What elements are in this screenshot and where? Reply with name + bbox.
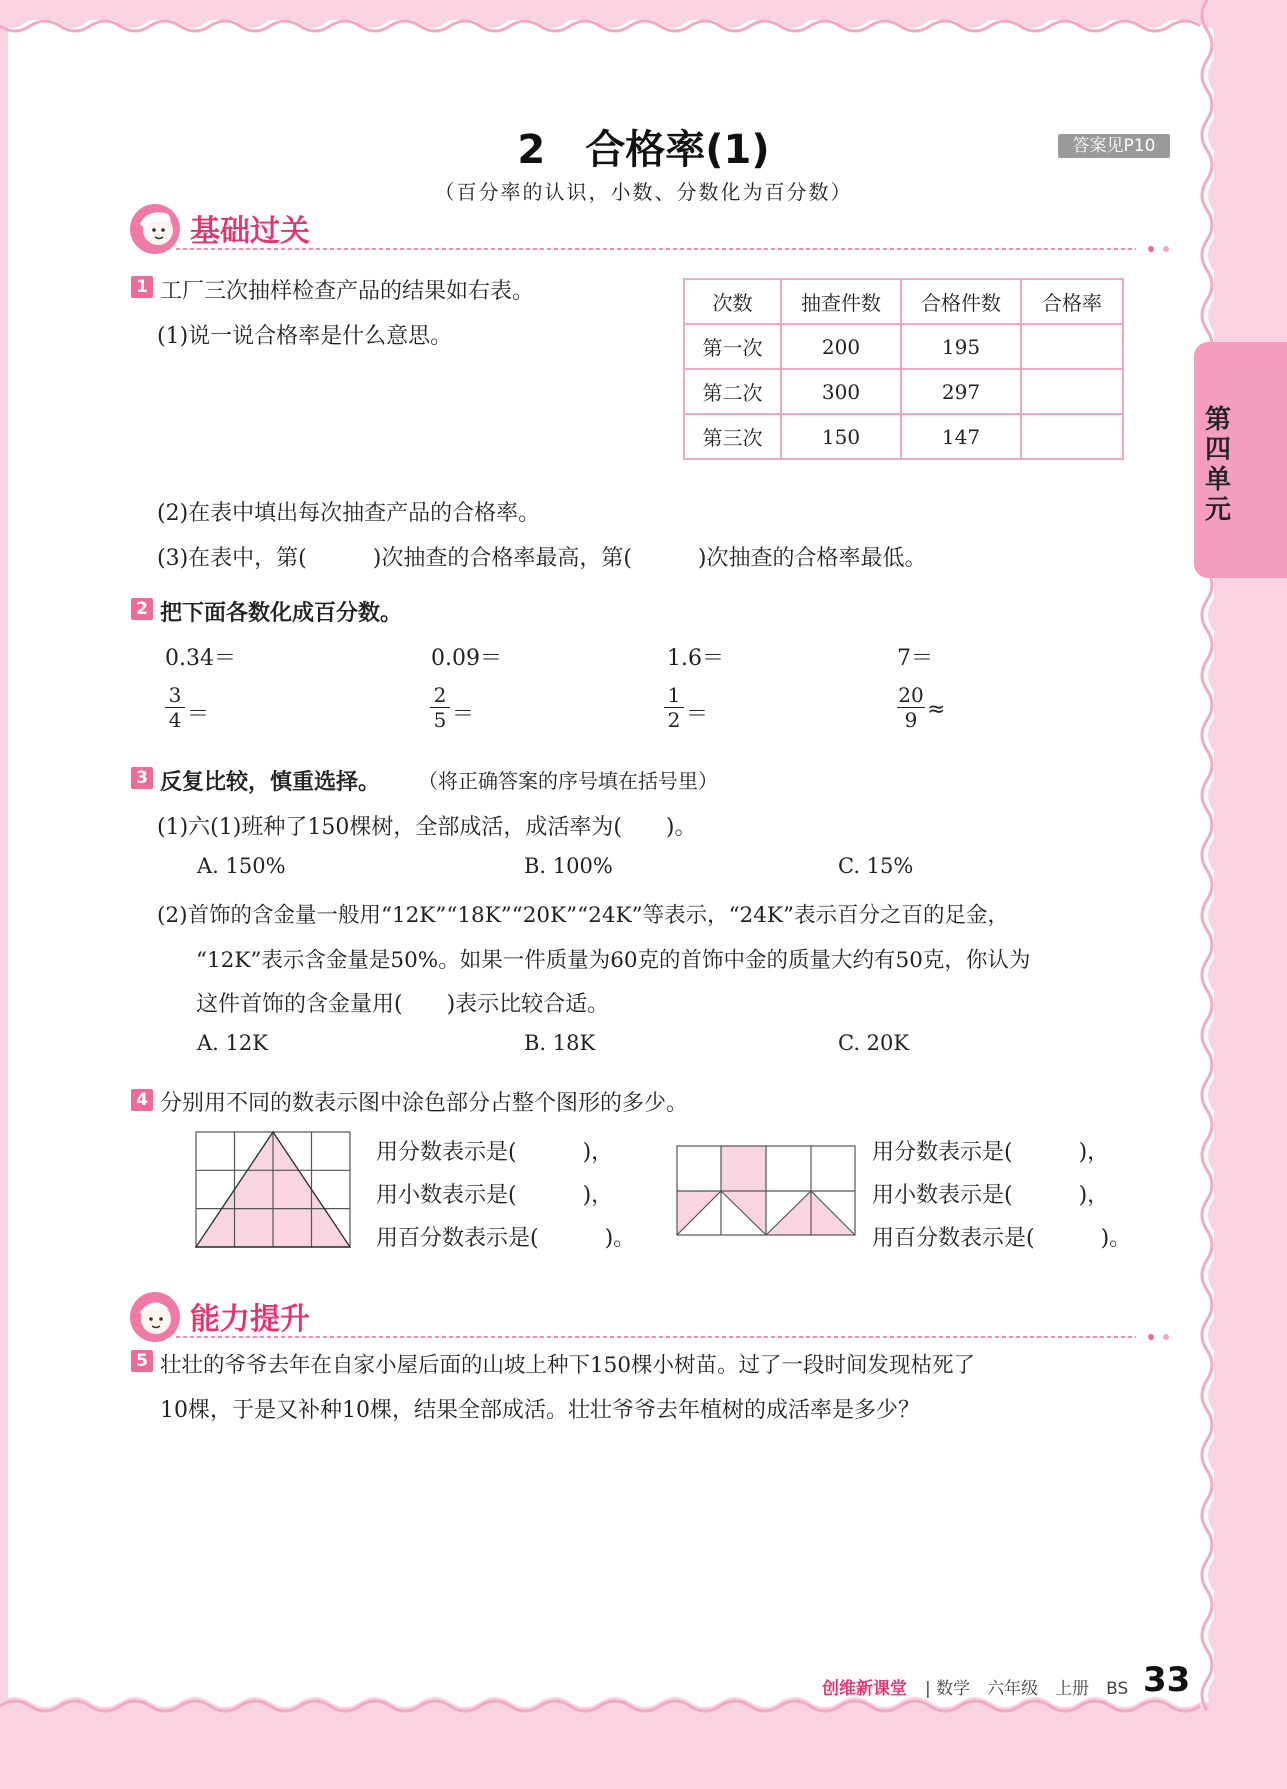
question-3-number: 3 [131, 767, 153, 789]
question-1-number: 1 [131, 276, 153, 298]
table-header-cell: 合格件数 [901, 279, 1021, 324]
pass-rate-blank-cell[interactable] [1021, 324, 1123, 369]
decimal-item: 0.09＝ [431, 646, 502, 671]
decimal-item: 0.34＝ [165, 646, 236, 671]
section-advanced-underline [176, 1334, 1176, 1340]
section-basic-header [128, 202, 1178, 258]
inspection-table [683, 278, 1124, 460]
page-title: 2 合格率(1) [517, 127, 770, 173]
decimal-item: 1.6＝ [667, 646, 724, 671]
right-wavy-border [1195, 0, 1235, 1789]
q4-left-decimal-line: 用小数表示是( )， [376, 1183, 614, 1208]
fraction-numerator: 2 [433, 683, 447, 707]
fraction-2-5 [429, 683, 451, 732]
footer-brand: 创维新课堂 [822, 1679, 907, 1699]
table-header-cell: 次数 [684, 279, 781, 324]
table-row [684, 414, 1123, 459]
top-wavy-border [0, 0, 1287, 40]
table-cell: 第三次 [684, 414, 781, 459]
unit-side-tab-label: 第四单元 [1204, 405, 1231, 525]
q4-left-fraction-line: 用分数表示是( )， [376, 1140, 614, 1165]
fraction-denominator: 5 [433, 708, 447, 732]
question-4-number: 4 [131, 1089, 153, 1111]
q4-right-percent-line: 用百分数表示是( )。 [872, 1226, 1132, 1251]
fraction-1-2 [663, 683, 685, 732]
section-basic-title: 基础过关 [190, 214, 310, 249]
table-cell: 297 [901, 369, 1021, 414]
section-advanced-title: 能力提升 [190, 1302, 310, 1337]
triangle-grid-figure [195, 1131, 351, 1249]
question-5-number: 5 [131, 1350, 153, 1372]
question-4-stem: 分别用不同的数表示图中涂色部分占整个图形的多少。 [160, 1091, 689, 1116]
decimal-item: 7＝ [897, 646, 933, 671]
table-row [684, 369, 1123, 414]
pass-rate-blank-cell[interactable] [1021, 369, 1123, 414]
pass-rate-blank-cell[interactable] [1021, 414, 1123, 459]
question-2-stem: 把下面各数化成百分数。 [160, 601, 403, 626]
question-3-note: （将正确答案的序号填在括号里） [418, 769, 718, 793]
table-cell: 147 [901, 414, 1021, 459]
girl-mascot-icon [128, 202, 182, 256]
question-1-part2: (2)在表中填出每次抽查产品的合格率。 [157, 501, 541, 526]
fraction-denominator: 2 [667, 708, 681, 732]
fraction-denominator: 4 [168, 708, 182, 732]
option-b: B. 18K [524, 1031, 596, 1055]
fraction-denominator: 9 [904, 708, 918, 732]
fraction-numerator: 20 [898, 683, 924, 707]
fraction-equals: ＝ [452, 702, 475, 727]
q4-right-decimal-line: 用小数表示是( )， [872, 1183, 1110, 1208]
question-3-part2-line1: (2)首饰的含金量一般用“12K”“18K”“20K”“24K”等表示，“24K”表示百分之百的足金， [157, 903, 1009, 928]
question-3-stem: 反复比较，慎重选择。 [160, 770, 381, 795]
question-5-line2: 10棵，于是又补种10棵，结果全部成活。壮壮爷爷去年植树的成活率是多少？ [160, 1398, 920, 1423]
table-cell: 300 [781, 369, 901, 414]
answer-reference-badge: 答案见P10 [1058, 134, 1170, 158]
question-3-part2-line3: 这件首饰的含金量用( )表示比较合适。 [196, 992, 610, 1017]
table-row [684, 324, 1123, 369]
question-1-part1: (1)说一说合格率是什么意思。 [157, 324, 453, 349]
fraction-equals: ＝ [686, 702, 709, 727]
table-cell: 200 [781, 324, 901, 369]
square-grid-figure [676, 1145, 856, 1237]
boy-mascot-icon [128, 1290, 182, 1344]
table-header-row [684, 279, 1123, 324]
option-b: B. 100% [524, 854, 613, 878]
question-5-line1: 壮壮的爷爷去年在自家小屋后面的山坡上种下150棵小树苗。过了一段时间发现枯死了 [160, 1353, 976, 1378]
fraction-equals: ＝ [187, 702, 210, 727]
fraction-numerator: 3 [168, 683, 182, 707]
page-number: 33 [1143, 1660, 1191, 1700]
table-header-cell: 抽查件数 [781, 279, 901, 324]
fraction-20-9 [896, 683, 926, 732]
question-1-part3: (3)在表中，第( )次抽查的合格率最高，第( )次抽查的合格率最低。 [157, 546, 927, 571]
table-cell: 195 [901, 324, 1021, 369]
fraction-approx: ≈ [927, 697, 946, 722]
question-3-part1: (1)六(1)班种了150棵树，全部成活，成活率为( )。 [157, 815, 697, 840]
question-1-stem: 工厂三次抽样检查产品的结果如右表。 [160, 279, 535, 304]
option-a: A. 150% [197, 854, 286, 878]
table-cell: 第一次 [684, 324, 781, 369]
question-2-number: 2 [131, 598, 153, 620]
option-c: C. 15% [838, 854, 914, 878]
table-cell: 第二次 [684, 369, 781, 414]
option-a: A. 12K [197, 1031, 268, 1055]
section-basic-underline [176, 246, 1176, 252]
table-header-cell: 合格率 [1021, 279, 1123, 324]
question-3-part2-line2: “12K”表示含金量是50%。如果一件质量为60克的首饰中金的质量大约有50克，你认为 [196, 948, 1031, 973]
fraction-numerator: 1 [667, 683, 681, 707]
section-advanced-header [128, 1290, 1178, 1346]
q4-right-fraction-line: 用分数表示是( )， [872, 1140, 1110, 1165]
table-cell: 150 [781, 414, 901, 459]
footer-book-info: | 数学 六年级 上册 BS [925, 1679, 1129, 1699]
q4-left-percent-line: 用百分数表示是( )。 [376, 1226, 636, 1251]
option-c: C. 20K [838, 1031, 910, 1055]
page-subtitle: （百分率的认识，小数、分数化为百分数） [434, 180, 853, 204]
fraction-3-4 [164, 683, 186, 732]
